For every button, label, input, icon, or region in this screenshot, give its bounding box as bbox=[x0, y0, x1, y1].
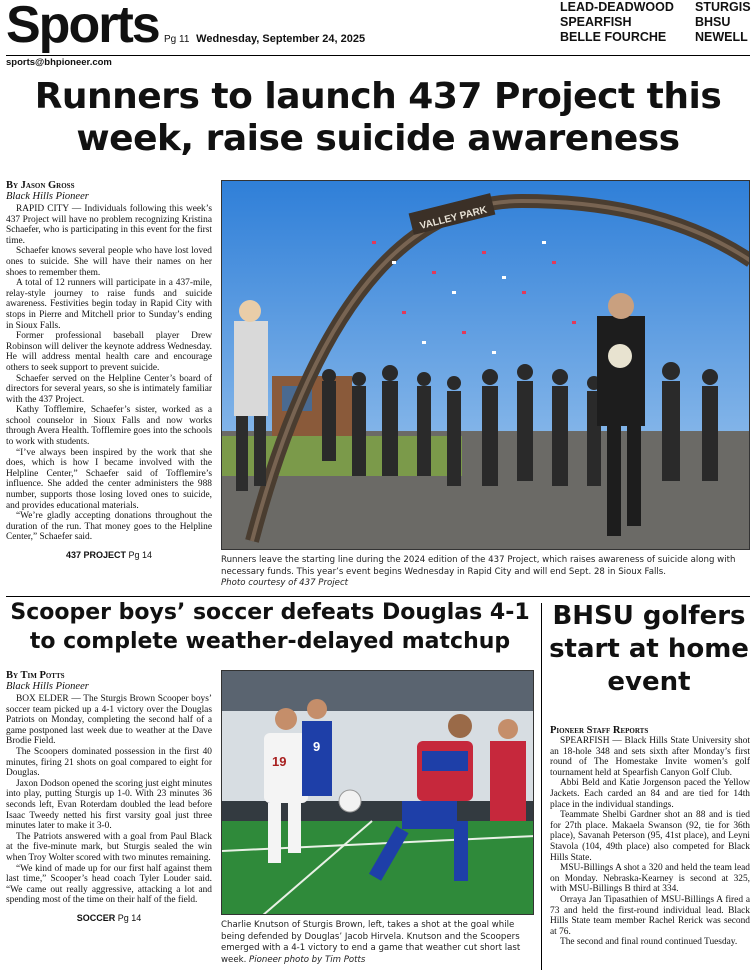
photo-credit: Pioneer photo by Tim Potts bbox=[249, 954, 366, 965]
byline-affiliation: Black Hills Pioneer bbox=[6, 681, 89, 692]
masthead-rule bbox=[6, 55, 750, 56]
soccer-story-column bbox=[6, 670, 212, 923]
jump-page: Pg 14 bbox=[117, 912, 142, 923]
contact-email[interactable]: sports@bhpioneer.com bbox=[6, 57, 112, 68]
section-title: Sports bbox=[6, 0, 159, 54]
section-rule bbox=[6, 596, 750, 597]
lead-headline: Runners to launch 437 Project this week, raise suicide awareness bbox=[34, 76, 722, 159]
town-name: LEAD-DEADWOOD bbox=[560, 0, 674, 14]
soccer-headline: Scooper boys’ soccer defeats Douglas 4-1 to complete weather-delayed matchup bbox=[10, 600, 530, 654]
paragraph: Schaefer knows several people who have lost loved ones to suicide. She will have their names on her shoes to remember them. bbox=[6, 246, 212, 278]
golf-headline: BHSU golfers start at home event bbox=[549, 601, 749, 697]
town-name: BHSU bbox=[695, 15, 731, 29]
photo-caption bbox=[221, 920, 534, 966]
masthead bbox=[6, 0, 750, 56]
paragraph: Abbi Beld and Katie Jorgenson paced the Yellow Jackets. Each carded an 84 and are tied for 14th place in the individual standings. bbox=[550, 778, 750, 810]
soccer-photo bbox=[221, 670, 534, 915]
issue-date: Wednesday, September 24, 2025 bbox=[196, 33, 366, 45]
jersey-number-blue: 9 bbox=[313, 739, 321, 754]
paragraph: BOX ELDER — The Sturgis Brown Scooper boys’ soccer team picked up a 4-1 victory over the Douglas Patriots on Monday, completing the second half of a game postponed last week due to weather at the Dave Brodie Field. bbox=[6, 694, 212, 747]
jersey-number-white: 19 bbox=[272, 754, 287, 769]
runners-photo bbox=[221, 180, 750, 550]
byline-affiliation: Black Hills Pioneer bbox=[6, 191, 89, 202]
page-info bbox=[164, 33, 365, 45]
paragraph: SPEARFISH — Black Hills State University shot an 18-hole 348 and sets sixth after Monday’s first round of The Homestake Invite women’s golf tournament held at Spearfish Canyon Golf Club. bbox=[550, 736, 750, 778]
photo-caption bbox=[221, 555, 750, 590]
paragraph: Orraya Jan Tipasathien of MSU-Billings A fired a 73 and held the first-round individual lead. Black Hills State team member Rachel Rerick was second at 76. bbox=[550, 894, 750, 937]
column-divider bbox=[541, 603, 542, 970]
jump-label: SOCCER bbox=[76, 912, 116, 923]
paragraph: Teammate Shelbi Gardner shot an 88 and is tied for 27th place. Makaela Swanson (92, tie for 36th place), Savanah Peterson (95, 41st place), and Leyni Stavola (104, 49th place) also competed for Black Hills State. bbox=[550, 810, 750, 863]
paragraph: Kathy Tofflemire, Schaefer’s sister, worked as a school counselor in Sioux Falls and now works through Avera Health. Tofflemire goes into the schools to work with students. bbox=[6, 405, 212, 448]
paragraph: “We kind of made up for our first half against them last time,” Scooper’s head coach Tyler Louder said. “We came out really aggressive, attacking a lot and spending most of the time on their half of the field. bbox=[6, 863, 212, 906]
jump-line[interactable] bbox=[6, 550, 212, 560]
byline: Pioneer Staff Reports bbox=[550, 725, 649, 736]
paragraph: “I’ve always been inspired by the work that she does, which is how I became involved with the Helpline Center,” Schaefer said of Tofflemire’s influence. She added the center administers the 988 number, supports those losing loved ones to suicide, and provides educational materials. bbox=[6, 447, 212, 511]
article-body bbox=[6, 694, 212, 906]
paragraph: A total of 12 runners will participate in a 437-mile, relay-style journey to raise funds and suicide awareness. Festivities begin today in Rapid City with stops in Pierre and Mitchell prior to Sunday’s ending in Sioux Falls. bbox=[6, 278, 212, 331]
town-name: NEWELL bbox=[695, 30, 748, 44]
town-name: BELLE FOURCHE bbox=[560, 30, 667, 44]
article-body bbox=[550, 736, 750, 948]
photo-credit: Photo courtesy of 437 Project bbox=[221, 578, 349, 588]
byline: By Jason Gross bbox=[6, 180, 75, 191]
article-body bbox=[6, 204, 212, 543]
caption-text: Runners leave the starting line during the 2024 edition of the 437 Project, which raises awareness of suicide along with necessary funds. This year’s event begins Wednesday in Rapid City and will end Sept. 28 in Sioux Falls. bbox=[221, 555, 736, 577]
paragraph: The Patriots answered with a goal from Paul Black at the five-minute mark, but Sturgis sealed the win when Troy Wolter scored with two minutes remaining. bbox=[6, 831, 212, 863]
town-list-left bbox=[560, 0, 674, 45]
arch-sign: VALLEY PARK bbox=[418, 204, 489, 232]
paragraph: Schaefer served on the Helpline Center’s board of directors for several years, so she is intimately familiar with the 437 Project. bbox=[6, 373, 212, 405]
paragraph: Former professional baseball player Drew Robinson will deliver the keynote address Wednesday. He will address mental health care and encourage others to seek support to prevent suicide. bbox=[6, 331, 212, 373]
jump-line[interactable] bbox=[6, 913, 212, 923]
golf-story-column bbox=[550, 725, 750, 948]
byline: By Tim Potts bbox=[6, 670, 65, 681]
paragraph: Jaxon Dodson opened the scoring just eight minutes into play, putting Sturgis up 1-0. With 23 minutes 36 seconds left, Evan Roterdam doubled the lead before Isaac Tweedy netted his first varsity goal just three minutes later to make it 3-0. bbox=[6, 778, 212, 832]
caption-text: Charlie Knutson of Sturgis Brown, left, takes a shot at the goal while being defended by Douglas’ Jacob Hirvela. Knutson and the Scoopers emerged with a 4-1 victory to end a game that weather cut short last week. bbox=[221, 920, 521, 965]
jump-label: 437 PROJECT bbox=[65, 550, 126, 560]
jump-page: Pg 14 bbox=[128, 550, 153, 560]
paragraph: The Scoopers dominated possession in the first 40 minutes, firing 21 shots on goal compared to eight for Douglas. bbox=[6, 746, 212, 779]
page-number: Pg 11 bbox=[164, 34, 190, 45]
town-name: STURGIS bbox=[695, 0, 751, 14]
town-name: SPEARFISH bbox=[560, 15, 632, 29]
paragraph: “We’re gladly accepting donations throughout the duration of the run. That money goes to the Helpline Center,” Schaefer said. bbox=[6, 511, 212, 543]
town-list-right bbox=[695, 0, 751, 45]
lead-story-column bbox=[6, 180, 212, 560]
paragraph: The second and final round continued Tuesday. bbox=[560, 937, 738, 948]
paragraph: MSU-Billings A shot a 320 and held the team lead on Monday. Nebraska-Kearney is second at 325, with MSU-Billings B third at 334. bbox=[550, 863, 750, 895]
paragraph: RAPID CITY — Individuals following this week’s 437 Project will have no problem recognizing Kristina Schaefer, who is participating in this event for the first time. bbox=[6, 204, 212, 246]
